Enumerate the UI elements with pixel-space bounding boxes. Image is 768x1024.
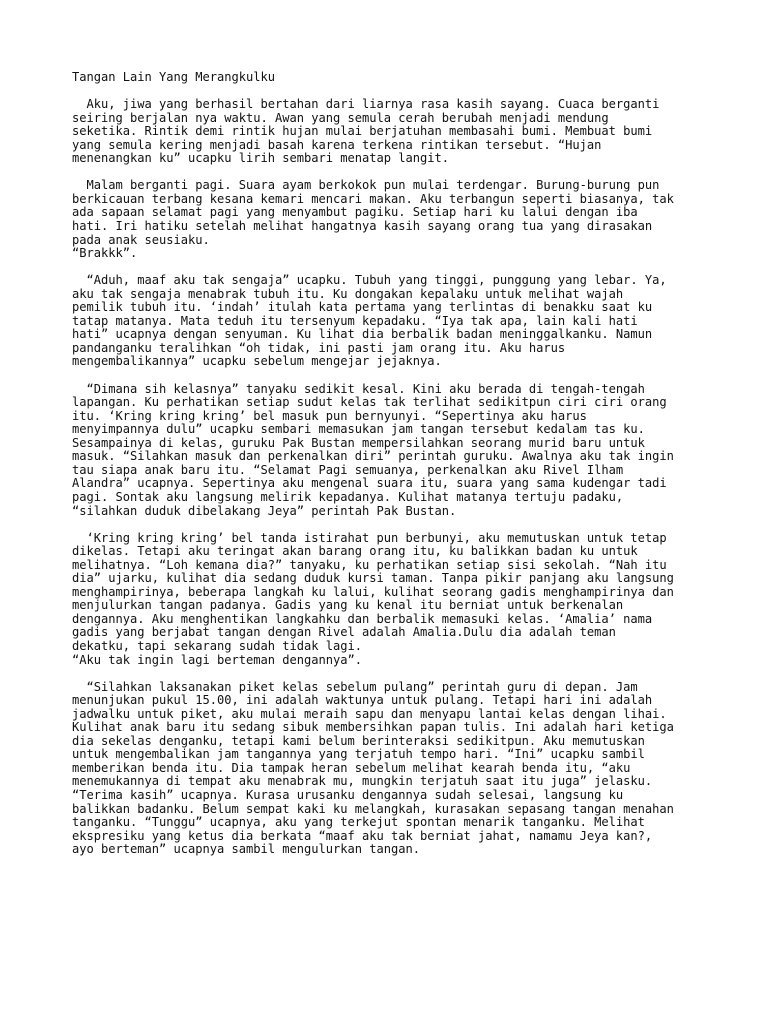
paragraph: Malam berganti pagi. Suara ayam berkokok pun mulai terdengar. Burung-burung pun berkicauan terbang kesana kemari mencari makan. Aku terbangun seperti biasanya, tak ada sapaan selamat pagi yang menyambut pagiku. Setiap hari ku lalui dengan iba hati. Iri hatiku setelah melihat hangatnya kasih sayang orang tua yang dirasakan pada anak seusiaku. “Brakkk”. [72, 178, 674, 261]
paragraph: ‘Kring kring kring’ bel tanda istirahat pun berbunyi, aku memutuskan untuk tetap dikelas. Tetapi aku teringat akan barang orang itu, ku balikkan badan ku untuk melihatnya. “Loh kemana dia?” tanyaku, ku perhatikan setiap sisi sekolah. “Nah itu dia” ujarku, kulihat dia sedang duduk kursi taman. Tanpa pikir panjang aku langsung menghampirinya, beberapa langkah ku lalui, kulihat seorang gadis menghampirinya dan menjulurkan tangan padanya. Gadis yang ku kenal itu berniat untuk berkenalan dengannya. Aku menghentikan langkahku dan berbalik memasuki kelas. ‘Amalia’ nama gadis yang berjabat tangan dengan Rivel adalah Amalia.Dulu dia adalah teman dekatku, tapi sekarang sudah tidak lagi. “Aku tak ingin lagi berteman dengannya”. [72, 530, 674, 667]
paragraph: “Silahkan laksanakan piket kelas sebelum pulang” perintah guru di depan. Jam menunjukan pukul 15.00, ini adalah waktunya untuk pulang. Tetapi hari ini adalah jadwalku untuk piket, aku mulai meraih sapu dan menyapu lantai kelas dengan lihai. Kulihat anak baru itu sedang sibuk membersihkan papan tulis. Ini adalah hari ketiga dia sekelas denganku, tetapi kami belum berinteraksi sedikitpun. Aku memutuskan untuk mengembalikan jam tangannya yang terjatuh tempo hari. “Ini” ucapku sambil memberikan benda itu. Dia tampak heran sebelum melihat kearah benda itu, “aku menemukannya di tempat aku menabrak mu, mungkin terjatuh saat itu juga” jelasku. “Terima kasih” ucapnya. Kurasa urusanku dengannya sudah selesai, langsung ku balikkan badanku. Belum sempat kaki ku melangkah, kurasakan sepasang tangan menahan tanganku. “Tunggu” ucapnya, aku yang terkejut spontan menarik tanganku. Melihat ekspresiku yang ketus dia berkata “maaf aku tak berniat jahat, namamu Jeya kan?, ayo berteman” ucapnya sambil mengulurkan tangan. [72, 679, 674, 857]
document-body [72, 71, 702, 870]
paragraph: “Dimana sih kelasnya” tanyaku sedikit kesal. Kini aku berada di tengah-tengah lapangan. Ku perhatikan setiap sudut kelas tak terlihat sedikitpun ciri ciri orang itu. ‘Kring kring kring’ bel masuk pun bernyunyi. “Sepertinya aku harus menyimpannya dulu” ucapku sembari memasukan jam tangan tersebut kedalam tas ku. Sesampainya di kelas, guruku Pak Bustan mempersilahkan seorang murid baru untuk masuk. “Silahkan masuk dan perkenalkan diri” perintah guruku. Awalnya aku tak ingin tau siapa anak baru itu. “Selamat Pagi semuanya, perkenalkan aku Rivel Ilham Alandra” ucapnya. Sepertinya aku mengenal suara itu, suara yang sama kudengar tadi pagi. Sontak aku langsung melirik kepadanya. Kulihat matanya tertuju padaku, “silahkan duduk dibelakang Jeya” perintah Pak Bustan. [72, 381, 674, 518]
document-title: Tangan Lain Yang Merangkulku [72, 70, 276, 84]
paragraph: “Aduh, maaf aku tak sengaja” ucapku. Tubuh yang tinggi, punggung yang lebar. Ya, aku tak sengaja menabrak tubuh itu. Ku dongakan kepalaku untuk melihat wajah pemilik tubuh itu. ‘indah’ itulah kata pertama yang terlintas di benakku saat ku tatap matanya. Mata teduh itu tersenyum kepadaku. “Iya tak apa, lain kali hati hati” ucapnya dengan senyuman. Ku lihat dia berbalik badan meninggalkanku. Namun pandanganku teralihkan “oh tidak, ini pasti jam orang itu. Aku harus mengembalikannya” ucapku sebelum mengejar jejaknya. [72, 273, 667, 369]
paragraph: Aku, jiwa yang berhasil bertahan dari liarnya rasa kasih sayang. Cuaca berganti seiring berjalan nya waktu. Awan yang semula cerah berubah menjadi mendung seketika. Rintik demi rintik hujan mulai berjatuhan membasahi bumi. Membuat bumi yang semula kering menjadi basah karena terkena rintikan tersebut. “Hujan menenangkan ku” ucapku lirih sembari menatap langit. [72, 97, 660, 166]
